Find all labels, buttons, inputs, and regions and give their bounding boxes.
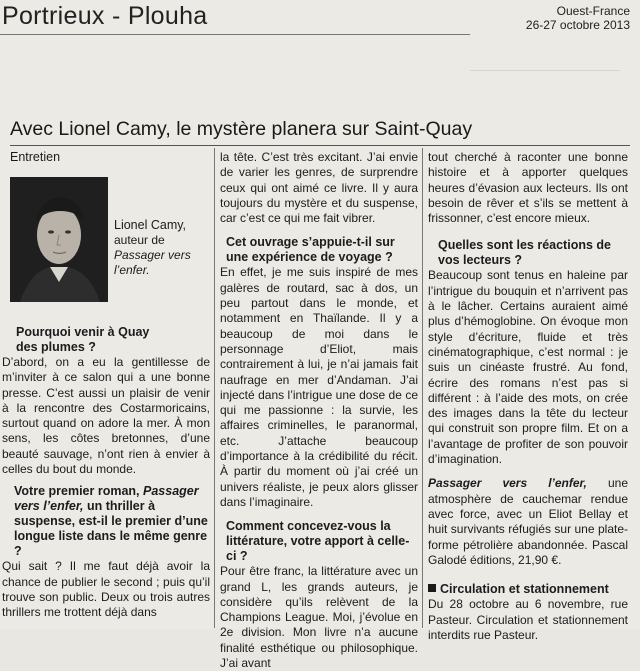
answer-1: D’abord, on a eu la gentillesse de m’inviter à ce salon qui a une bonne presse. C’est aussi un plaisir de venir à la rencontre des Costarmoricains, surtout quand on adore la mer. À mon sens, les côtes bretonnes, d’une beauté sauvage, n’ont rien à envier à celles du bout du monde. bbox=[2, 355, 210, 477]
question-4: Comment concevez-vous la littérature, votre apport à celle-ci ? bbox=[226, 519, 410, 564]
brief-heading-text: Circulation et stationnement bbox=[440, 582, 609, 597]
answer-0-col2: la tête. C’est très excitant. J’ai envie de varier les genres, de surprendre ceux qui ont aimé ce livre. Il y aura toujours du mystère et du suspense, car c’est ce qui me fait vibrer. bbox=[220, 150, 418, 226]
header-rule bbox=[0, 34, 470, 35]
book-blurb bbox=[428, 476, 628, 568]
column-1 bbox=[2, 325, 210, 621]
column-3 bbox=[428, 150, 628, 643]
answer-5: Beaucoup sont tenus en haleine par l’intrigue du bouquin et n’arrivent pas à le lâcher. Certains auraient aimé plus d’hémoglobine. On évoque mon style d’écriture, fluide et très cinématographique, c’est normal : je suis un cinéaste frustré. Au fond, écrire des romans n’est pas si différent : à l’aide des mots, on crée des images dans la tête du lecteur qui construit son propre film. Et on a l’avantage de profiter de son pouvoir d’imagination. bbox=[428, 268, 628, 467]
caption-name: Lionel Camy, bbox=[114, 218, 187, 232]
portrait-drawing bbox=[10, 177, 108, 302]
book-blurb-text: une atmosphère de cauchemar rendue avec force, avec un Eliot Bellay et huit survivants réfugiés sur une plate-forme pétrolière abandonnée. Pascal Galodé éditions, 21,90 €. bbox=[428, 476, 628, 567]
answer-3: En effet, je me suis inspiré de mes galères de routard, sac à dos, un peu partout dans le monde, et notamment en Thaïlande. Il y a beaucoup de moi dans le personnage d’Eliot, mais contrairement à lui, je n’ai jamais fait naufrage en mer d’Andaman. J’ai injecté dans l’intrigue une dose de ce qui me passionne : la survie, les affaires criminelles, le paranormal, etc. J’attache beaucoup d’importance à la crédibilité du récit. À partir du moment où j’ai créé un univers réaliste, je peux alors glisser dans l’imaginaire. bbox=[220, 265, 418, 509]
question-2 bbox=[2, 484, 210, 559]
column-divider-1 bbox=[214, 148, 215, 628]
answer-2: Qui sait ? Il me faut déjà avoir la chance de publier le second ; puis qu’il trouve son public. Deux ou trois autres thrillers me trottent déjà dans bbox=[2, 559, 210, 620]
caption-role: auteur de bbox=[114, 233, 165, 247]
caption-book: Passager vers l’enfer. bbox=[114, 248, 191, 277]
masthead-info bbox=[526, 4, 630, 32]
photo-caption bbox=[114, 218, 214, 278]
question-5: Quelles sont les réactions de vos lecteurs ? bbox=[438, 238, 611, 268]
headline-rule bbox=[10, 145, 630, 146]
article-headline: Avec Lionel Camy, le mystère planera sur Saint-Quay bbox=[10, 118, 473, 140]
question-2-intro: Votre premier roman, bbox=[14, 484, 140, 499]
brief-heading bbox=[428, 582, 628, 597]
answer-0-col3: tout cherché à raconter une bonne histoire et à apporter quelques heures d’évasion aux lecteurs. Ils ont besoin de rêver et s’ils se mettent à frissonner, c’est encore mieux. bbox=[428, 150, 628, 226]
book-blurb-title: Passager vers l’enfer, bbox=[428, 476, 587, 491]
question-2-title: Passager vers l’enfer, bbox=[14, 484, 199, 514]
question-1: Pourquoi venir à Quay des plumes ? bbox=[16, 325, 150, 354]
column-divider-2 bbox=[422, 148, 423, 628]
newspaper-name: Ouest-France bbox=[556, 4, 630, 18]
square-bullet-icon bbox=[428, 584, 436, 592]
brief-text: Du 28 octobre au 6 novembre, rue Pasteur. Circulation et stationnement interdits rue Pasteur. bbox=[428, 597, 628, 643]
question-2-rest: un thriller à suspense, est-il le premier d’une longue liste dans le même genre ? bbox=[14, 499, 208, 559]
section-title: Portrieux - Plouha bbox=[2, 2, 208, 30]
author-photo bbox=[10, 177, 108, 302]
answer-4: Pour être franc, la littérature avec un grand L, les grands auteurs, je considère qu’ils relèvent de la Champions League. Moi, j’évolue en 2e division. Mon livre n’a aucune finalité esthétique ou philosophique. J’ai avant bbox=[220, 564, 418, 671]
issue-date: 26-27 octobre 2013 bbox=[525, 18, 630, 32]
article-kicker: Entretien bbox=[10, 150, 61, 164]
question-3: Cet ouvrage s’appuie-t-il sur une expérience de voyage ? bbox=[226, 235, 395, 265]
column-2 bbox=[220, 150, 418, 671]
